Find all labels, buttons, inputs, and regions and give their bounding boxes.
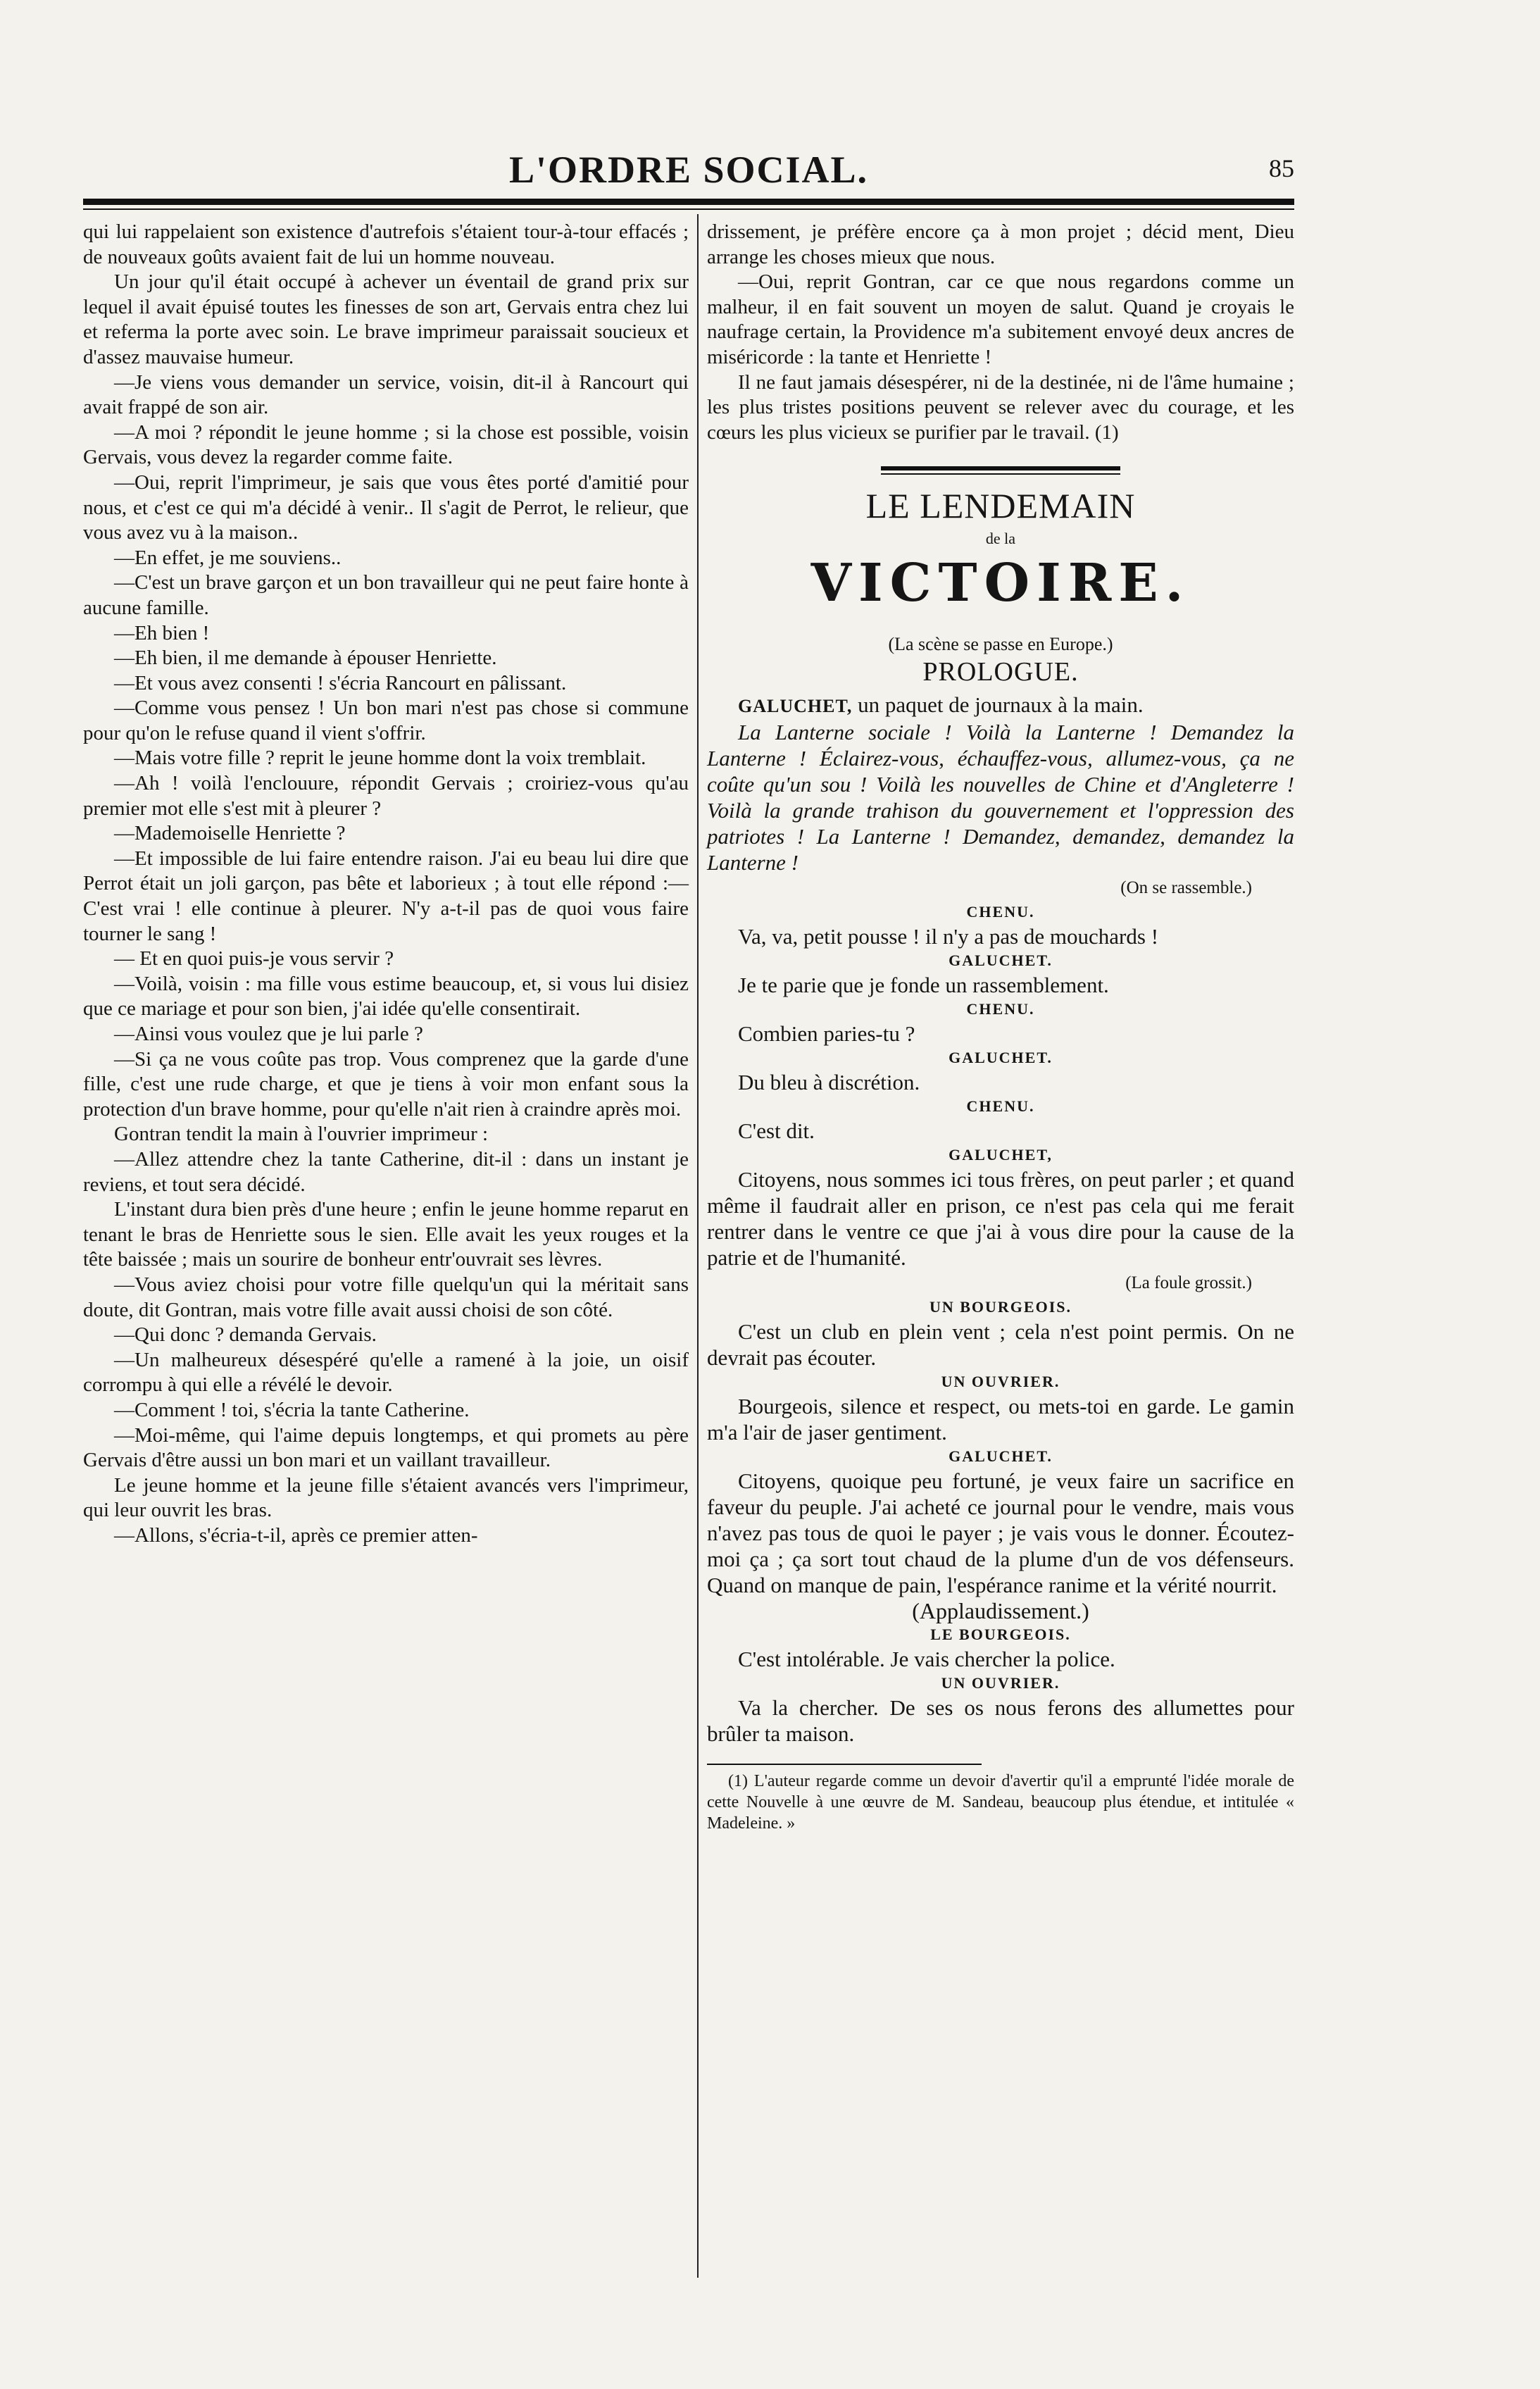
paragraph: —Ah ! voilà l'enclouure, répondit Gervais ; croiriez-vous qu'au premier mot elle s'est mit à pleurer ?: [83, 772, 689, 820]
paragraph: —Voilà, voisin : ma fille vous estime beaucoup, et, si vous lui disiez que ce mariage et pour son bien, j'ai idée qu'elle consentirait.: [83, 972, 689, 1021]
speaker-name: UN OUVRIER.: [941, 1674, 1060, 1692]
paragraph: —Comment ! toi, s'écria la tante Catherine.: [114, 1398, 470, 1421]
right-column-story-end: [707, 220, 1294, 445]
dialogue-block-1: [707, 901, 1294, 1271]
speaker-name: GALUCHET,: [949, 1146, 1053, 1164]
paragraph: —Comme vous pensez ! Un bon mari n'est pas chose si commune pour qu'on le refuse quand il vient s'offrir.: [83, 697, 689, 744]
footnote: (1) L'auteur regarde comme un devoir d'avertir qu'il a emprunté l'idée morale de cette Nouvelle à une œuvre de M. Sandeau, beaucoup plus étendue, et intitulée « Madeleine. »: [707, 1772, 1294, 1833]
paragraph: —Oui, reprit Gontran, car ce que nous regardons comme un malheur, il en fait souvent un moyen de salut. Quand je croyais le naufrage certain, la Providence m'a subitement envoyé deux ancres de miséricorde : la tante et Henriette !: [707, 270, 1294, 368]
speech-line: Du bleu à discrétion.: [738, 1070, 920, 1095]
paragraph: —Moi-même, qui l'aime depuis longtemps, et qui promets au père Gervais d'être aussi un bon mari et un vaillant travailleur.: [83, 1423, 689, 1472]
paragraph: —Vous aviez choisi pour votre fille quelqu'un qui la méritait sans doute, dit Gontran, mais votre fille avait aussi choisi de son côté.: [83, 1273, 689, 1321]
stage-direction-3: (Applaudissement.): [912, 1598, 1089, 1624]
paragraph: —Si ça ne vous coûte pas trop. Vous comprenez que la garde d'une fille, c'est une rude charge, et que je tiens à voir mon enfant sous la protection d'un brave homme, pour qu'elle n'ait rien à craindre après moi.: [83, 1047, 689, 1121]
speech-line: Va la chercher. De ses os nous ferons des allumettes pour brûler ta maison.: [707, 1695, 1294, 1747]
paragraph: —Allons, s'écria-t-il, après ce premier atten-: [114, 1523, 478, 1547]
paragraph: —Eh bien, il me demande à épouser Henriette.: [114, 647, 497, 670]
prologue-heading: PROLOGUE.: [922, 657, 1079, 687]
right-column: [707, 220, 1294, 1834]
paragraph: Le jeune homme et la jeune fille s'étaient avancés vers l'imprimeur, qui leur ouvrit les bras.: [83, 1473, 689, 1522]
paragraph: —Qui donc ? demanda Gervais.: [114, 1323, 377, 1347]
paragraph: —A moi ? répondit le jeune homme ; si la chose est possible, voisin Gervais, vous devez la regarder comme faite.: [83, 420, 689, 469]
speaker-name: CHENU.: [966, 1097, 1035, 1116]
speech-line: Citoyens, quoique peu fortuné, je veux faire un sacrifice en faveur du peuple. J'ai acheté ce journal pour le vendre, mais vous n'avez pas tous de quoi le payer ; je vais vous le donner. Écoutez-moi ça ; ça sort tout chaud de la plume d'un de vos défenseurs. Quand on manque de pain, l'espérance ranime et la vérité nourrit.: [707, 1468, 1294, 1598]
paragraph: L'instant dura bien près d'une heure ; enfin le jeune homme reparut en tenant le bras de Henriette sous le sien. Elle avait les yeux rouges et la tête baissée ; mais un sourire de bonheur entr'ouvrait ses lèvres.: [83, 1198, 689, 1271]
speaker-name: LE BOURGEOIS.: [930, 1626, 1071, 1644]
speaker-name: CHENU.: [966, 1000, 1035, 1018]
feature-title: LE LENDEMAIN: [865, 486, 1136, 526]
stage-direction-1: (On se rassemble.): [1120, 878, 1252, 898]
left-column: [83, 220, 689, 1548]
paragraph: —Mademoiselle Henriette ?: [114, 822, 346, 845]
speech-line: Citoyens, nous sommes ici tous frères, on peut parler ; et quand même il faudrait aller en prison, ce n'est pas cela qui me ferait rentrer dans le ventre ce que j'ai à vous dire pour la cause de la patrie et de l'humanité.: [707, 1167, 1294, 1271]
footnote-rule: [707, 1764, 982, 1765]
speech-line: C'est un club en plein vent ; cela n'est point permis. On ne devrait pas écouter.: [707, 1319, 1294, 1371]
speech-line: Je te parie que je fonde un rassemblement.: [738, 973, 1109, 998]
paragraph: —En effet, je me souviens..: [114, 546, 342, 569]
speech-line: Combien paries-tu ?: [738, 1021, 915, 1047]
feature-de-la: de la: [985, 530, 1016, 548]
speech-line: Va, va, petit pousse ! il n'y a pas de mouchards !: [738, 924, 1159, 949]
paragraph: drissement, je préfère encore ça à mon projet ; décid ment, Dieu arrange les choses mieux que nous.: [707, 220, 1294, 268]
paragraph: Gontran tendit la main à l'ouvrier imprimeur :: [114, 1123, 489, 1146]
paragraph: Il ne faut jamais désespérer, ni de la destinée, ni de l'âme humaine ; les plus tristes positions peuvent se relever avec du courage, et les cœurs les plus vicieux se purifier par le travail. (1): [707, 370, 1294, 444]
paragraph: —Ainsi vous voulez que je lui parle ?: [114, 1023, 423, 1045]
dialogue-block-2: [707, 1296, 1294, 1598]
paragraph: —Mais votre fille ? reprit le jeune homme dont la voix tremblait.: [114, 747, 646, 770]
speaker-name: GALUCHET.: [949, 952, 1053, 970]
speaker-name: UN OUVRIER.: [941, 1373, 1060, 1391]
feature-rule: [881, 466, 1120, 475]
paragraph: — Et en quoi puis-je vous servir ?: [114, 947, 394, 971]
opening-direction: [707, 692, 1294, 719]
page-header: [83, 148, 1294, 197]
speaker-name: GALUCHET.: [949, 1049, 1053, 1067]
opening-direction-text: un paquet de journaux à la main.: [852, 692, 1144, 718]
speech-line: C'est dit.: [738, 1118, 815, 1144]
opening-speech: La Lanterne sociale ! Voilà la Lanterne ! Demandez la Lanterne ! Éclairez-vous, échauffez-vous, allumez-vous, ça ne coûte qu'un sou ! Voilà les nouvelles de Chine et d'Angleterre ! Voilà la grande trahison du gouvernement et l'oppression des patriotes ! La Lanterne ! Demandez, demandez, demandez la Lanterne !: [707, 720, 1294, 875]
stage-direction-2: (La foule grossit.): [1125, 1273, 1252, 1293]
paragraph: —Un malheureux désespéré qu'elle a ramené à la joie, un oisif corrompu à qui elle a révélé le devoir.: [83, 1348, 689, 1397]
paragraph: —Et vous avez consenti ! s'écria Rancourt en pâlissant.: [114, 671, 567, 694]
opening-speaker: GALUCHET,: [738, 696, 853, 717]
speaker-name: UN BOURGEOIS.: [929, 1298, 1072, 1316]
speech-line: C'est intolérable. Je vais chercher la police.: [738, 1647, 1115, 1672]
header-rule-thin: [83, 208, 1294, 210]
paragraph: —Allez attendre chez la tante Catherine, dit-il : dans un instant je reviens, et tout sera décidé.: [83, 1147, 689, 1196]
paragraph: —Je viens vous demander un service, voisin, dit-il à Rancourt qui avait frappé de son air.: [83, 370, 689, 419]
paragraph: —Eh bien !: [114, 621, 210, 644]
speaker-name: CHENU.: [966, 903, 1035, 921]
speaker-name: GALUCHET.: [949, 1447, 1053, 1466]
feature-word-ornamental: VICTOIRE.: [810, 553, 1191, 614]
paragraph: Un jour qu'il était occupé à achever un éventail de grand prix sur lequel il avait épuisé toutes les finesses de son art, Gervais entra chez lui et referma la porte avec soin. Le brave imprimeur paraissait soucieux et d'assez mauvaise humeur.: [83, 270, 689, 368]
speech-line: Bourgeois, silence et respect, ou mets-toi en garde. Le gamin m'a l'air de jaser gentiment.: [707, 1394, 1294, 1445]
dialogue-block-3: [707, 1623, 1294, 1747]
paragraph: qui lui rappelaient son existence d'autrefois s'étaient tour-à-tour effacés ; de nouveaux goûts avaient fait de lui un homme nouveau.: [83, 220, 689, 268]
scene-note: (La scène se passe en Europe.): [888, 634, 1113, 655]
paragraph: —C'est un brave garçon et un bon travailleur qui ne peut faire honte à aucune famille.: [83, 571, 689, 619]
paragraph: —Et impossible de lui faire entendre raison. J'ai eu beau lui dire que Perrot était un joli garçon, pas bête et laborieux ; à tout elle répond :—C'est vrai ! elle continue à pleurer. N'y a-t-il pas de quoi vous faire tourner le sang !: [83, 847, 689, 945]
header-rule-thick: [83, 199, 1294, 205]
journal-title: L'ORDRE SOCIAL.: [508, 149, 869, 191]
paragraph: —Oui, reprit l'imprimeur, je sais que vous êtes porté d'amitié pour nous, et c'est ce qui m'a décidé à venir.. Il s'agit de Perrot, le relieur, que vous avez vu à la maison..: [83, 470, 689, 544]
column-divider: [697, 214, 699, 2278]
page-number: 85: [1269, 154, 1294, 182]
